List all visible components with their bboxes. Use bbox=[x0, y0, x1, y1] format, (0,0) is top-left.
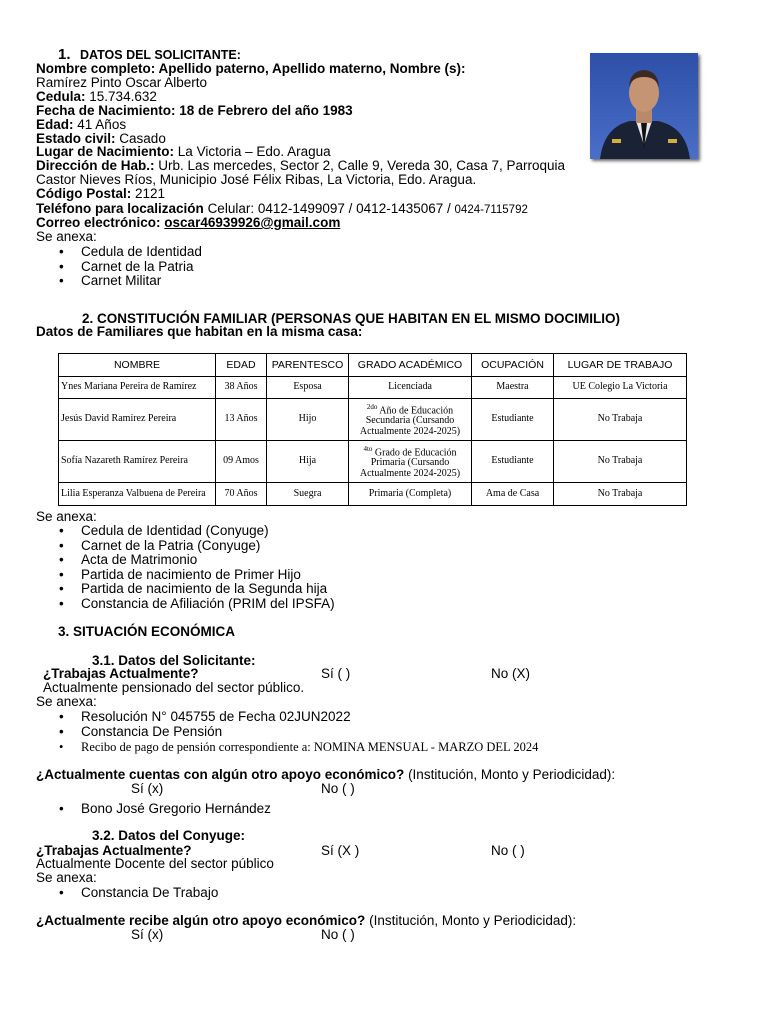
q1-label: ¿Trabajas Actualmente? bbox=[43, 666, 199, 681]
cell-parentesco: Esposa bbox=[267, 377, 349, 399]
applicant-photo bbox=[590, 53, 698, 159]
section3-title: 3. SITUACIÓN ECONÓMICA bbox=[58, 624, 236, 639]
civil-label: Estado civil: bbox=[36, 131, 116, 146]
cell-nombre: Sofía Nazareth Ramírez Pereira bbox=[59, 441, 216, 483]
cell-edad: 13 Años bbox=[216, 399, 267, 441]
cell-nombre: Lilia Esperanza Valbuena de Pereira bbox=[59, 483, 216, 506]
cell-lugar: No Trabaja bbox=[554, 483, 687, 506]
cell-ocupacion: Estudiante bbox=[472, 441, 554, 483]
list-item: • Cedula de Identidad bbox=[81, 245, 202, 260]
correo-label: Correo electrónico: bbox=[36, 215, 161, 230]
grado-superscript: 2do bbox=[366, 402, 378, 411]
q1-si: Sí ( ) bbox=[321, 666, 351, 681]
grado-text: Año de Educación Secundaria (Cursando Actualmente 2024-2025) bbox=[359, 404, 461, 437]
q4-label: ¿Actualmente recibe algún otro apoyo económico? bbox=[36, 913, 366, 928]
postal-value: 2121 bbox=[135, 186, 166, 201]
cell-lugar: No Trabaja bbox=[554, 399, 687, 441]
q4-line bbox=[36, 914, 576, 929]
cell-nombre: Ynes Mariana Pereira de Ramírez bbox=[59, 377, 216, 399]
section2-title: 2. CONSTITUCIÓN FAMILIAR (PERSONAS QUE HABITAN EN EL MISMO DOCIMILIO) bbox=[82, 311, 621, 326]
section1-number: 1. bbox=[58, 46, 71, 63]
list-item: • Acta de Matrimonio bbox=[81, 553, 197, 568]
q4-no: No ( ) bbox=[321, 927, 355, 942]
correo-link[interactable]: oscar46939926@gmail.com bbox=[164, 215, 341, 230]
cell-parentesco: Hijo bbox=[267, 399, 349, 441]
q1-note: Actualmente pensionado del sector público. bbox=[43, 680, 305, 695]
section1-title: DATOS DEL SOLICITANTE: bbox=[80, 48, 241, 62]
list-item: • Carnet de la Patria bbox=[81, 260, 194, 275]
q2-label: ¿Actualmente cuentas con algún otro apoyo económico? bbox=[36, 767, 405, 782]
cell-parentesco: Hija bbox=[267, 441, 349, 483]
table-row bbox=[59, 483, 687, 506]
portrait-image bbox=[590, 53, 698, 159]
col-header-parentesco: PARENTESCO bbox=[267, 354, 349, 377]
edad-value: 41 Años bbox=[77, 117, 127, 132]
civil-value: Casado bbox=[119, 131, 166, 146]
section3-1-title: 3.1. Datos del Solicitante: bbox=[92, 653, 256, 668]
lugar-label: Lugar de Nacimiento: bbox=[36, 144, 175, 159]
edad-label: Edad: bbox=[36, 117, 74, 132]
list-item: • Cedula de Identidad (Conyuge) bbox=[81, 524, 269, 539]
direccion-value-1: Urb. Las mercedes, Sector 2, Calle 9, Vereda 30, Casa 7, Parroquia bbox=[158, 158, 566, 173]
table-row bbox=[59, 399, 687, 441]
cell-lugar: No Trabaja bbox=[554, 441, 687, 483]
list-item: • Carnet de la Patria (Conyuge) bbox=[81, 539, 260, 554]
col-header-lugar: LUGAR DE TRABAJO bbox=[554, 354, 687, 377]
col-header-nombre: NOMBRE bbox=[59, 354, 216, 377]
fecha-nacimiento: Fecha de Nacimiento: 18 de Febrero del año 1983 bbox=[36, 103, 353, 118]
lugar-value: La Victoria – Edo. Aragua bbox=[177, 144, 331, 159]
direccion-value-2: Castor Nieves Ríos, Municipio José Félix Ribas, La Victoria, Edo. Aragua. bbox=[36, 172, 477, 187]
cell-ocupacion: Estudiante bbox=[472, 399, 554, 441]
table-row bbox=[59, 441, 687, 483]
s3-anexa-3: Se anexa: bbox=[36, 870, 97, 885]
table-header-row bbox=[59, 354, 687, 377]
nombre-value: Ramírez Pinto Oscar Alberto bbox=[36, 75, 208, 90]
q3-note: Actualmente Docente del sector público bbox=[36, 856, 274, 871]
col-header-edad: EDAD bbox=[216, 354, 267, 377]
q1-no: No (X) bbox=[491, 666, 531, 681]
cell-nombre: Jesús David Ramírez Pereira bbox=[59, 399, 216, 441]
section2-subtitle: Datos de Familiares que habitan en la misma casa: bbox=[36, 324, 363, 339]
section3-2-title: 3.2. Datos del Conyuge: bbox=[92, 828, 246, 843]
telefono-value-2: 0424-7115792 bbox=[454, 204, 528, 216]
list-item: • Constancia De Trabajo bbox=[81, 886, 218, 901]
cell-ocupacion: Maestra bbox=[472, 377, 554, 399]
direccion-label: Dirección de Hab.: bbox=[36, 158, 155, 173]
cell-lugar: UE Colegio La Victoria bbox=[554, 377, 687, 399]
telefono-value: Celular: 0412-1499097 / 0412-1435067 / bbox=[207, 201, 451, 216]
cell-edad: 70 Años bbox=[216, 483, 267, 506]
grado-superscript: 4to bbox=[363, 444, 373, 453]
q4-si: Sí (x) bbox=[131, 927, 164, 942]
postal-line bbox=[36, 187, 165, 202]
postal-label: Código Postal: bbox=[36, 186, 132, 201]
grado-text: Grado de Educación Primaria (Cursando Actualmente 2024-2025) bbox=[359, 446, 461, 479]
q2-no: No ( ) bbox=[321, 781, 355, 796]
col-header-grado: GRADO ACADÉMICO bbox=[349, 354, 472, 377]
list-item: • Resolución N° 045755 de Fecha 02JUN2022 bbox=[81, 710, 351, 725]
s2-anexa: Se anexa: bbox=[36, 509, 97, 524]
list-item: • Bono José Gregorio Hernández bbox=[81, 802, 271, 817]
telefono-label: Teléfono para localización bbox=[36, 201, 204, 216]
list-item: • Partida de nacimiento de la Segunda hija bbox=[81, 582, 327, 597]
q3-no: No ( ) bbox=[491, 843, 525, 858]
cell-grado bbox=[349, 399, 472, 441]
s3-anexa-1: Se anexa: bbox=[36, 694, 97, 709]
q2-si: Sí (x) bbox=[131, 781, 164, 796]
list-item: • Constancia de Afiliación (PRIM del IPSFA) bbox=[81, 597, 335, 612]
col-header-ocupacion: OCUPACIÓN bbox=[472, 354, 554, 377]
cedula-value: 15.734.632 bbox=[89, 89, 157, 104]
cell-grado bbox=[349, 441, 472, 483]
q4-paren: (Institución, Monto y Periodicidad): bbox=[369, 913, 577, 928]
list-item: • Carnet Militar bbox=[81, 274, 161, 289]
table-row bbox=[59, 377, 687, 399]
cell-parentesco: Suegra bbox=[267, 483, 349, 506]
list-item: • Constancia De Pensión bbox=[81, 725, 222, 740]
q3-label: ¿Trabajas Actualmente? bbox=[36, 843, 192, 858]
list-item: • Recibo de pago de pensión correspondiente a: NOMINA MENSUAL - MARZO DEL 2024 bbox=[81, 740, 538, 755]
nombre-label: Nombre completo: Apellido paterno, Apellido materno, Nombre (s): bbox=[36, 61, 466, 76]
family-table bbox=[58, 353, 687, 506]
cell-ocupacion: Ama de Casa bbox=[472, 483, 554, 506]
cedula-label: Cedula: bbox=[36, 89, 86, 104]
q2-paren: (Institución, Monto y Periodicidad): bbox=[408, 767, 616, 782]
list-item: • Partida de nacimiento de Primer Hijo bbox=[81, 568, 301, 583]
cell-grado: Primaria (Completa) bbox=[349, 483, 472, 506]
cell-edad: 09 Amos bbox=[216, 441, 267, 483]
s1-anexa: Se anexa: bbox=[36, 229, 97, 244]
q3-si: Sí (X ) bbox=[321, 843, 360, 858]
cell-grado: Licenciada bbox=[349, 377, 472, 399]
cell-edad: 38 Años bbox=[216, 377, 267, 399]
